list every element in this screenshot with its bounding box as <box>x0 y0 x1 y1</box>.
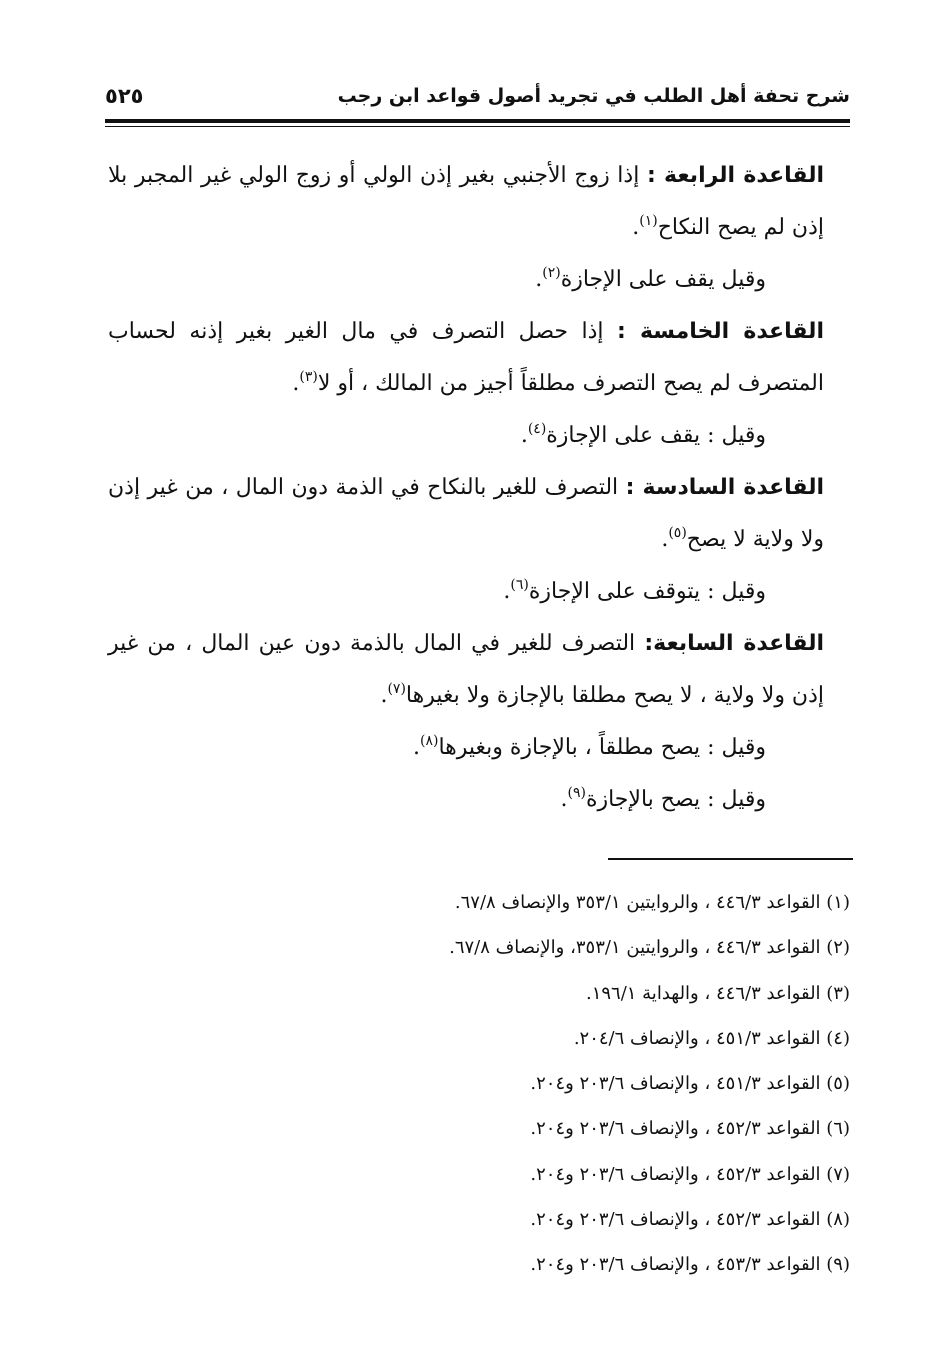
rule6-period: . <box>661 527 669 552</box>
rule5-text: إذا حصل التصرف في مال الغير بغير إذنه لحساب المتصرف لم يصح التصرف مطلقاً أجيز من المالك ، أو لا <box>108 319 824 396</box>
footnote-2: (٢) القواعد ٤٤٦/٣ ، والروايتين ٣٥٣/١، والإنصاف ٦٧/٨. <box>449 937 850 959</box>
rule7-alt2-period: . <box>560 787 568 812</box>
footnote-6: (٦) القواعد ٤٥٢/٣ ، والإنصاف ٢٠٣/٦ و٢٠٤. <box>530 1118 850 1140</box>
footnote-9: (٩) القواعد ٤٥٣/٣ ، والإنصاف ٢٠٣/٦ و٢٠٤. <box>530 1254 850 1276</box>
footnote-ref-8: (٨) <box>420 733 439 749</box>
footnote-ref-4: (٤) <box>527 421 547 437</box>
footnote-1: (١) القواعد ٤٤٦/٣ ، والروايتين ٣٥٣/١ والإنصاف ٦٧/٨. <box>454 892 850 913</box>
footnote-ref-2: (٢) <box>542 265 561 281</box>
footnote-8: (٨) القواعد ٤٥٢/٣ ، والإنصاف ٢٠٣/٦ و٢٠٤. <box>530 1209 850 1231</box>
footnote-ref-7: (٧) <box>387 681 406 697</box>
rule6-alt-period: . <box>503 579 511 604</box>
rule7-alternative-1 <box>108 722 824 774</box>
rule5-alt-text: وقيل : يقف على الإجازة <box>546 423 766 448</box>
rule7-text: التصرف للغير في المال بالذمة دون عين المال ، من غير إذن ولا ولاية ، لا يصح مطلقا بالإجازة ولا بغيرها <box>108 631 824 708</box>
header-rule-thick <box>105 119 850 123</box>
footnote-ref-6: (٦) <box>510 577 529 593</box>
rule5-alt-period: . <box>520 423 528 448</box>
rule7-alternative-2 <box>108 774 824 826</box>
footnotes <box>108 880 850 1288</box>
rule4-text: إذا زوج الأجنبي بغير إذن الولي أو زوج الولي غير المجبر بلا إذن لم يصح النكاح <box>108 163 824 240</box>
footnote-7: (٧) القواعد ٤٥٢/٣ ، والإنصاف ٢٠٣/٦ و٢٠٤. <box>530 1163 850 1185</box>
rule6-paragraph <box>108 462 824 566</box>
footnote-ref-3: (٣) <box>299 369 318 385</box>
rule7-alt2-text: وقيل : يصح بالإجازة <box>585 787 766 812</box>
footnote-ref-1: (١) <box>639 213 658 229</box>
header-rule-thin <box>105 126 850 127</box>
rule5-period: . <box>292 371 300 396</box>
body-text <box>108 150 824 826</box>
rule4-alternative <box>108 254 824 306</box>
rule6-text: التصرف للغير بالنكاح في الذمة دون المال ، من غير إذن ولا ولاية لا يصح <box>108 475 824 552</box>
footnote-ref-5: (٥) <box>668 525 687 541</box>
rule4-period: . <box>632 215 640 240</box>
running-title: شرح تحفة أهل الطلب في تجريد أصول قواعد ابن رجب <box>337 85 850 107</box>
rule6-title: القاعدة السادسة : <box>625 475 824 500</box>
rule4-title: القاعدة الرابعة : <box>646 163 824 188</box>
rule5-title: القاعدة الخامسة : <box>617 319 824 344</box>
rule4-alt-period: . <box>535 267 543 292</box>
footnote-4: (٤) القواعد ٤٥١/٣ ، والإنصاف ٢٠٤/٦. <box>573 1027 850 1049</box>
footnote-3: (٣) القواعد ٤٤٦/٣ ، والهداية ١٩٦/١. <box>585 982 850 1004</box>
rule7-alt1-period: . <box>413 735 420 760</box>
rule7-period: . <box>380 683 388 708</box>
rule7-alt1-text: وقيل : يصح مطلقاً ، بالإجازة وبغيرها <box>438 735 766 760</box>
page-header <box>105 80 850 112</box>
rule4-paragraph <box>108 150 824 254</box>
footnote-5: (٥) القواعد ٤٥١/٣ ، والإنصاف ٢٠٣/٦ و٢٠٤. <box>530 1073 850 1095</box>
rule4-alt-text: وقيل يقف على الإجازة <box>560 267 766 292</box>
page-number: ٥٢٥ <box>105 84 144 108</box>
rule7-title: القاعدة السابعة: <box>644 631 825 656</box>
rule5-alternative <box>108 410 824 462</box>
rule6-alternative <box>108 566 824 618</box>
footnote-separator <box>608 858 853 860</box>
rule7-paragraph <box>108 618 824 722</box>
footnote-ref-9: (٩) <box>567 785 586 801</box>
rule5-paragraph <box>108 306 824 410</box>
rule6-alt-text: وقيل : يتوقف على الإجازة <box>528 579 766 604</box>
